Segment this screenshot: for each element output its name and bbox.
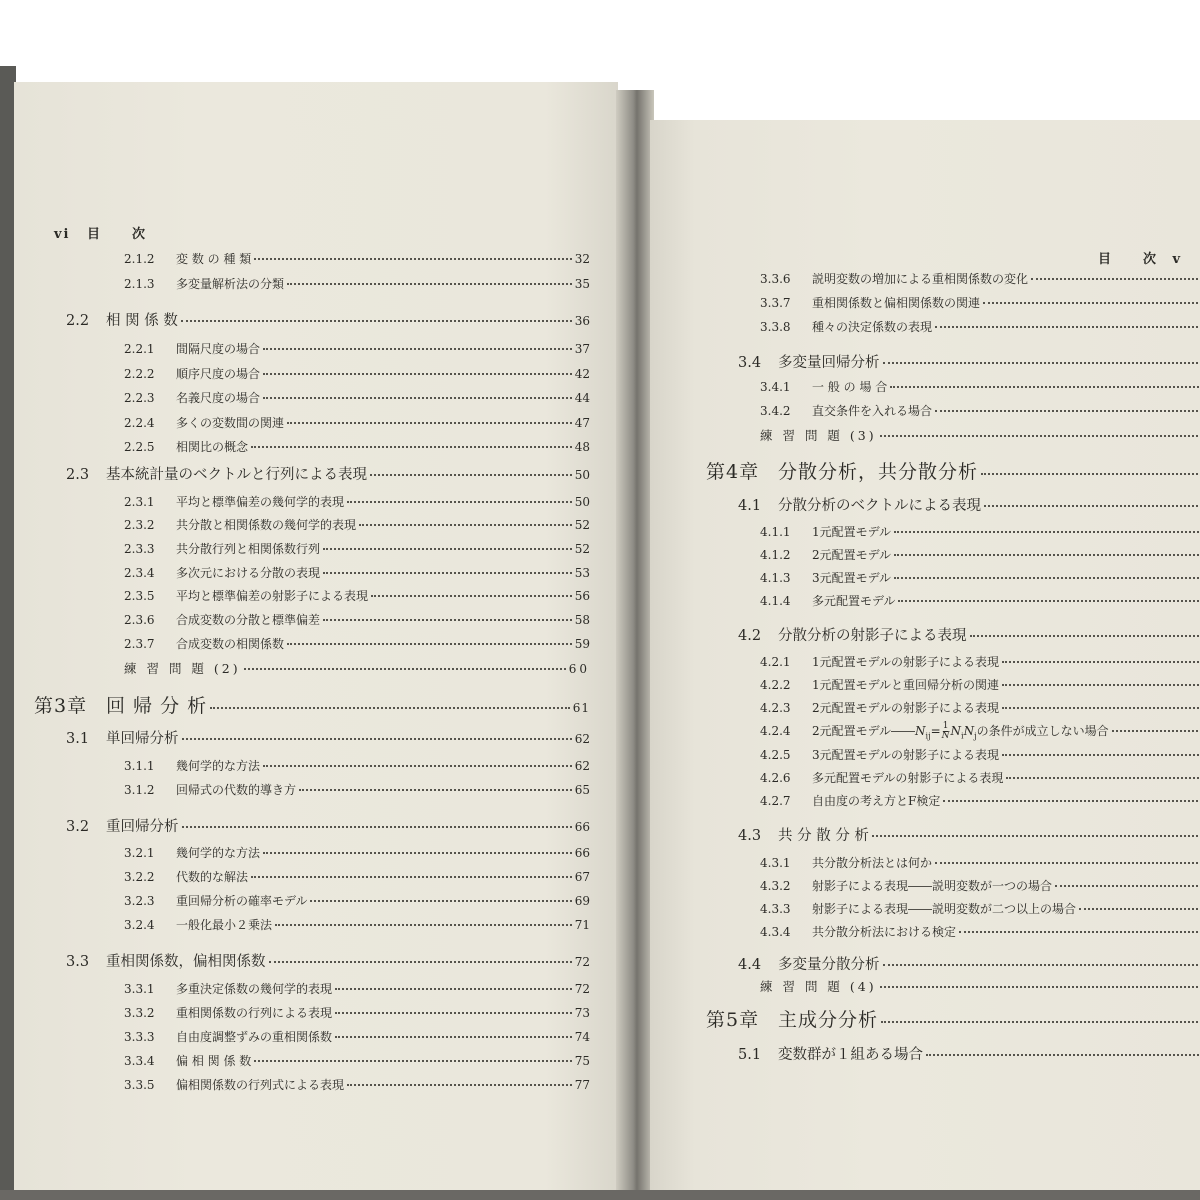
toc-entry-title: 分散分析，共分散分析 [778, 461, 979, 483]
toc-entry-title: 共分散行列と相関係数行列 [176, 542, 321, 556]
left-page-header-title: 目 次 [87, 227, 148, 242]
toc-subsection [124, 493, 590, 510]
dot-leader [1006, 777, 1200, 779]
toc-entry-title: 共分散分析法とは何か [812, 856, 933, 870]
toc-page-number: 36 [574, 314, 590, 328]
toc-entry-title: 射影子による表現――説明変数が一つの場合 [812, 879, 1053, 893]
toc-chapter [706, 1005, 1200, 1032]
toc-entry-title: 偏相関係数の行列式による表現 [176, 1078, 345, 1092]
dot-leader [1031, 278, 1200, 280]
toc-subsection [760, 792, 1200, 809]
toc-entry-title: 共 分 散 分 析 [778, 828, 869, 844]
toc-subsection [124, 438, 590, 455]
dot-leader [880, 986, 1200, 988]
toc-entry-number: 4.1.4 [760, 594, 791, 608]
toc-entry-title: 多重決定係数の幾何学的表現 [176, 982, 333, 996]
math-subscript: ij [925, 731, 931, 741]
toc-entry-number: 4.2.4 [760, 724, 791, 738]
toc-entry-title: 一 般 の 場 合 [812, 380, 888, 394]
dot-leader [1112, 730, 1200, 732]
right-page [650, 120, 1200, 1200]
toc-subsection [760, 270, 1200, 287]
dot-leader [881, 1021, 1200, 1023]
toc-subsection [760, 402, 1200, 419]
dot-leader [943, 800, 1200, 802]
toc-subsection [124, 781, 590, 798]
toc-subsection [124, 1004, 590, 1021]
dot-leader [287, 643, 572, 645]
toc-section [738, 953, 1200, 974]
dot-leader [880, 435, 1200, 437]
toc-subsection [760, 746, 1200, 763]
toc-page-number: 50 [574, 468, 590, 482]
toc-page-number: 73 [574, 1006, 590, 1020]
toc-entry-number: 4.1 [738, 498, 762, 514]
toc-entry-number: 3.2.2 [124, 870, 155, 884]
toc-page-number: 62 [574, 759, 590, 773]
toc-subsection [760, 569, 1200, 586]
toc-entry-title: 分散分析のベクトルによる表現 [778, 498, 981, 514]
toc-page-number: 35 [574, 277, 590, 291]
toc-entry-number: 4.2.3 [760, 701, 791, 715]
toc-entry-number: 2.1.3 [124, 277, 155, 291]
toc-subsection [124, 250, 590, 267]
toc-entry-number: 3.3.7 [760, 296, 791, 310]
toc-page-number: 71 [574, 918, 590, 932]
toc-entry-title: 回帰式の代数的導き方 [176, 783, 297, 797]
toc-entry-number: 第4章 [706, 461, 760, 483]
right-page-number: v [1172, 252, 1183, 267]
toc-entry-number: 2.1.2 [124, 252, 155, 266]
toc-entry-number: 4.2 [738, 628, 762, 644]
toc-section [66, 815, 590, 836]
dot-leader [323, 548, 572, 550]
toc-entry-title: 相 関 係 数 [106, 313, 178, 329]
toc-section [738, 351, 1200, 372]
toc-entry-title: 単回帰分析 [106, 731, 179, 747]
toc-entry-number: 4.2.7 [760, 794, 791, 808]
toc-entry-title: 自由度調整ずみの重相関係数 [176, 1030, 333, 1044]
dot-leader [959, 931, 1200, 933]
toc-entry-number: 2.2.4 [124, 416, 155, 430]
toc-entry-title: 練 習 問 題 (2) [124, 661, 241, 676]
toc-entry-title: 合成変数の相関係数 [176, 637, 285, 651]
toc-subsection [124, 564, 590, 581]
fraction-denominator: N [941, 731, 950, 741]
toc-subsection [760, 769, 1200, 786]
toc-entry-number: 2.2.2 [124, 367, 155, 381]
toc-page-number: 72 [574, 982, 590, 996]
toc-subsection [124, 414, 590, 431]
dot-leader [1002, 684, 1200, 686]
dot-leader [263, 852, 572, 854]
toc-page-number: 74 [574, 1030, 590, 1044]
dot-leader [310, 900, 571, 902]
toc-entry-title: 主成分分析 [778, 1009, 879, 1031]
bottom-shadow [0, 1190, 1200, 1200]
toc-page-number: 77 [574, 1078, 590, 1092]
toc-entry-number: 2.3.5 [124, 589, 155, 603]
toc-entry-number: 2.3.3 [124, 542, 155, 556]
toc-page-number: 53 [574, 566, 590, 580]
toc-entry-title: 一般化最小２乗法 [176, 918, 273, 932]
dot-leader [883, 362, 1200, 364]
toc-entry-title: 平均と標準偏差の射影子による表現 [176, 589, 369, 603]
dot-leader [359, 524, 572, 526]
dot-leader [299, 789, 572, 791]
toc-entry-title: 多変量解析法の分類 [176, 277, 285, 291]
dot-leader [335, 1036, 572, 1038]
dot-leader [1002, 754, 1200, 756]
toc-subsection [760, 900, 1200, 917]
toc-entry-number: 2.3.7 [124, 637, 155, 651]
toc-subsection [760, 546, 1200, 563]
toc-entry-title: 練 習 問 題 (3) [760, 428, 877, 443]
dot-leader [935, 410, 1200, 412]
dot-leader [323, 619, 572, 621]
dot-leader [883, 964, 1200, 966]
toc-entry-title: 代数的な解法 [176, 870, 249, 884]
toc-page-number: 75 [574, 1054, 590, 1068]
toc-page-number: 32 [574, 252, 590, 266]
toc-entry-number: 3.4 [738, 355, 762, 371]
toc-subsection [124, 1052, 590, 1069]
toc-entry-title: 平均と標準偏差の幾何学的表現 [176, 495, 345, 509]
dot-leader [323, 572, 572, 574]
dot-leader [894, 531, 1200, 533]
dot-leader [926, 1054, 1200, 1056]
toc-page-number: 47 [574, 416, 590, 430]
toc-entry-number: 3.1.2 [124, 783, 155, 797]
toc-subsection [760, 877, 1200, 894]
toc-section [66, 463, 590, 484]
dot-leader [347, 1084, 572, 1086]
toc-entry-number: 4.3.3 [760, 902, 791, 916]
toc-entry-number: 3.2 [66, 819, 90, 835]
toc-entry-title: 直交条件を入れる場合 [812, 404, 933, 418]
dot-leader [263, 765, 572, 767]
toc-subsection [760, 592, 1200, 609]
toc-page-number: 69 [574, 894, 590, 908]
toc-entry-title [812, 722, 1109, 741]
toc-page-number: 66 [574, 820, 590, 834]
toc-entry-number: 2.2.5 [124, 440, 155, 454]
toc-section [66, 309, 590, 330]
dot-leader [370, 474, 572, 476]
toc-entry-number: 4.2.5 [760, 748, 791, 762]
dot-leader [263, 373, 572, 375]
math-fraction [942, 722, 950, 741]
toc-entry-title: 幾何学的な方法 [176, 759, 261, 773]
toc-entry-number: 2.3.2 [124, 518, 155, 532]
toc-subsection [124, 275, 590, 292]
toc-chapter [34, 691, 590, 718]
toc-entry-number: 3.3.8 [760, 320, 791, 334]
toc-entry-title: 相関比の概念 [176, 440, 249, 454]
toc-entry-number: 4.3.1 [760, 856, 791, 870]
toc-entry-number: 4.3.2 [760, 879, 791, 893]
dot-leader [371, 595, 572, 597]
toc-page-number: 44 [574, 391, 590, 405]
toc-entry-title: 1元配置モデルの射影子による表現 [812, 655, 1000, 669]
toc-section [738, 1043, 1200, 1064]
toc-subsection [124, 757, 590, 774]
toc-page-number: 52 [574, 542, 590, 556]
toc-entry-title: 練 習 問 題 (4) [760, 979, 877, 994]
toc-page-number: 60 [568, 662, 590, 676]
toc-entry-number: 3.3.4 [124, 1054, 155, 1068]
toc-subsection [124, 916, 590, 933]
toc-entry-title: 重相関係数の行列による表現 [176, 1006, 333, 1020]
toc-entry-number: 3.2.3 [124, 894, 155, 908]
toc-section [66, 950, 590, 971]
toc-page-number: 58 [574, 613, 590, 627]
toc-entry-title: 3元配置モデルの射影子による表現 [812, 748, 1000, 762]
dot-leader [981, 473, 1200, 475]
dot-leader [894, 554, 1200, 556]
toc-exercises [760, 977, 1200, 995]
toc-subsection [124, 1028, 590, 1045]
toc-entry-number: 4.3 [738, 828, 762, 844]
toc-entry-number: 4.4 [738, 957, 762, 973]
toc-entry-title: 名義尺度の場合 [176, 391, 261, 405]
dot-leader [269, 961, 572, 963]
dot-leader [287, 283, 572, 285]
toc-entry-title: 変数群が１組ある場合 [778, 1047, 923, 1063]
toc-entry-title: 種々の決定係数の表現 [812, 320, 933, 334]
toc-subsection [124, 844, 590, 861]
dot-leader [210, 707, 570, 709]
dot-leader [984, 505, 1200, 507]
toc-subsection [760, 854, 1200, 871]
toc-page-number: 48 [574, 440, 590, 454]
dot-leader [263, 397, 572, 399]
dot-leader [1055, 885, 1200, 887]
toc-section [738, 824, 1200, 845]
dot-leader [1079, 908, 1200, 910]
toc-entry-title: 多次元における分散の表現 [176, 566, 321, 580]
toc-entry-number: 2.2.1 [124, 342, 155, 356]
dot-leader [254, 1060, 571, 1062]
toc-entry-title: 自由度の考え方とF検定 [812, 794, 941, 808]
toc-subsection [124, 389, 590, 406]
toc-page-number: 66 [574, 846, 590, 860]
toc-subsection [124, 980, 590, 997]
toc-entry-title: 3元配置モデル [812, 571, 892, 585]
toc-entry-title: 重回帰分析 [106, 819, 179, 835]
toc-entry-title: 変 数 の 種 類 [176, 252, 252, 266]
title-text: 2元配置モデル―― [812, 724, 916, 738]
toc-entry-number: 2.2 [66, 313, 90, 329]
toc-entry-number: 3.3.2 [124, 1006, 155, 1020]
toc-entry-title: 間隔尺度の場合 [176, 342, 261, 356]
toc-exercises [760, 426, 1200, 444]
toc-subsection [760, 294, 1200, 311]
dot-leader [263, 348, 572, 350]
toc-entry-title: 順序尺度の場合 [176, 367, 261, 381]
math-symbol: N [950, 724, 962, 738]
toc-subsection [760, 653, 1200, 670]
right-page-header-title: 目 次 [1098, 252, 1159, 267]
left-page-number: vi [54, 227, 71, 242]
math-symbol: = [930, 724, 941, 738]
toc-entry-title: 合成変数の分散と標準偏差 [176, 613, 321, 627]
dot-leader [935, 326, 1200, 328]
toc-entry-title: 重相関係数，偏相関係数 [106, 954, 266, 970]
toc-section [738, 494, 1200, 515]
dot-leader [182, 826, 572, 828]
toc-entry-number: 第5章 [706, 1009, 760, 1031]
toc-section [66, 727, 590, 748]
right-page-header [1098, 248, 1182, 267]
toc-subsection [124, 892, 590, 909]
dot-leader [347, 501, 572, 503]
toc-subsection [124, 365, 590, 382]
dot-leader [275, 924, 572, 926]
toc-subsection [760, 923, 1200, 940]
toc-entry-number: 4.1.2 [760, 548, 791, 562]
toc-page-number: 62 [574, 732, 590, 746]
toc-subsection [760, 318, 1200, 335]
toc-entry-number: 3.3.6 [760, 272, 791, 286]
toc-entry-number: 2.3 [66, 467, 90, 483]
toc-entry-number: 3.2.4 [124, 918, 155, 932]
toc-page-number: 42 [574, 367, 590, 381]
toc-entry-number: 3.3.1 [124, 982, 155, 996]
toc-entry-number: 2.3.1 [124, 495, 155, 509]
toc-entry-number: 2.3.6 [124, 613, 155, 627]
toc-subsection [124, 340, 590, 357]
toc-page-number: 61 [572, 701, 590, 715]
dot-leader [894, 577, 1200, 579]
math-subscript: i [961, 731, 964, 741]
dot-leader [251, 446, 572, 448]
toc-entry-title: 多元配置モデル [812, 594, 896, 608]
dot-leader [181, 320, 572, 322]
toc-page-number: 37 [574, 342, 590, 356]
toc-entry-title: 1元配置モデルと重回帰分析の関連 [812, 678, 1000, 692]
toc-entry-title: 分散分析の射影子による表現 [778, 628, 967, 644]
toc-entry-title: 射影子による表現――説明変数が二つ以上の場合 [812, 902, 1077, 916]
toc-page-number: 67 [574, 870, 590, 884]
toc-exercises [124, 659, 590, 677]
toc-entry-number: 4.2.2 [760, 678, 791, 692]
toc-entry-title: 基本統計量のベクトルと行列による表現 [106, 467, 367, 483]
toc-subsection [760, 523, 1200, 540]
toc-entry-title: 多変量回帰分析 [778, 355, 880, 371]
toc-subsection [124, 868, 590, 885]
toc-entry-number: 3.1.1 [124, 759, 155, 773]
math-symbol: N [963, 724, 975, 738]
dot-leader [335, 988, 572, 990]
left-page [14, 82, 618, 1200]
toc-page-number: 56 [574, 589, 590, 603]
toc-page-number: 72 [574, 955, 590, 969]
toc-entry-title: 多元配置モデルの射影子による表現 [812, 771, 1004, 785]
dot-leader [335, 1012, 572, 1014]
toc-subsection [760, 722, 1200, 741]
toc-entry-title: 偏 相 関 係 数 [176, 1054, 252, 1068]
toc-entry-number: 3.4.2 [760, 404, 791, 418]
toc-entry-number: 4.1.3 [760, 571, 791, 585]
toc-entry-title: 2元配置モデル [812, 548, 892, 562]
toc-subsection [760, 676, 1200, 693]
book-gutter [616, 90, 654, 1200]
toc-subsection [124, 1076, 590, 1093]
dot-leader [182, 738, 572, 740]
toc-entry-title: 多変量分散分析 [778, 957, 880, 973]
fraction-numerator: 1 [942, 721, 949, 731]
toc-subsection [760, 378, 1200, 395]
toc-entry-number: 5.1 [738, 1047, 762, 1063]
toc-subsection [124, 587, 590, 604]
dot-leader [935, 862, 1200, 864]
toc-entry-number: 2.2.3 [124, 391, 155, 405]
toc-page-number: 59 [574, 637, 590, 651]
toc-entry-title: 重相関係数と偏相関係数の関連 [812, 296, 981, 310]
toc-entry-number: 3.1 [66, 731, 90, 747]
toc-entry-number: 2.3.4 [124, 566, 155, 580]
toc-subsection [124, 540, 590, 557]
toc-entry-title: 多くの変数間の関連 [176, 416, 285, 430]
left-page-header [54, 223, 147, 242]
toc-entry-number: 3.3.3 [124, 1030, 155, 1044]
math-symbol: N [915, 724, 926, 738]
dot-leader [1002, 707, 1200, 709]
dot-leader [287, 422, 572, 424]
dot-leader [872, 835, 1200, 837]
toc-entry-number: 3.2.1 [124, 846, 155, 860]
toc-entry-number: 4.2.6 [760, 771, 791, 785]
toc-section [738, 624, 1200, 645]
toc-entry-title: 回 帰 分 析 [106, 695, 208, 717]
dot-leader [970, 635, 1200, 637]
toc-subsection [124, 635, 590, 652]
dot-leader [1002, 661, 1200, 663]
toc-chapter [706, 457, 1200, 484]
dot-leader [890, 386, 1200, 388]
math-subscript: j [974, 731, 977, 741]
toc-entry-title: 重回帰分析の確率モデル [176, 894, 308, 908]
toc-subsection [124, 516, 590, 533]
dot-leader [898, 600, 1200, 602]
toc-entry-number: 3.3 [66, 954, 90, 970]
toc-entry-title: 幾何学的な方法 [176, 846, 261, 860]
toc-entry-number: 4.3.4 [760, 925, 791, 939]
toc-entry-title: 共分散と相関係数の幾何学的表現 [176, 518, 357, 532]
dot-leader [254, 258, 571, 260]
toc-page-number: 65 [574, 783, 590, 797]
toc-subsection [124, 611, 590, 628]
toc-entry-title: 説明変数の増加による重相関係数の変化 [812, 272, 1029, 286]
toc-page-number: 52 [574, 518, 590, 532]
toc-subsection [760, 699, 1200, 716]
toc-entry-number: 4.2.1 [760, 655, 791, 669]
toc-entry-title: 1元配置モデル [812, 525, 892, 539]
toc-page-number: 50 [574, 495, 590, 509]
toc-entry-title: 2元配置モデルの射影子による表現 [812, 701, 1000, 715]
toc-entry-title: 共分散分析法における検定 [812, 925, 957, 939]
toc-entry-number: 3.4.1 [760, 380, 791, 394]
dot-leader [251, 876, 572, 878]
title-text: の条件が成立しない場合 [976, 724, 1109, 738]
toc-entry-number: 第3章 [34, 695, 88, 717]
dot-leader [983, 302, 1200, 304]
toc-entry-number: 4.1.1 [760, 525, 791, 539]
dot-leader [244, 668, 566, 670]
toc-entry-number: 3.3.5 [124, 1078, 155, 1092]
